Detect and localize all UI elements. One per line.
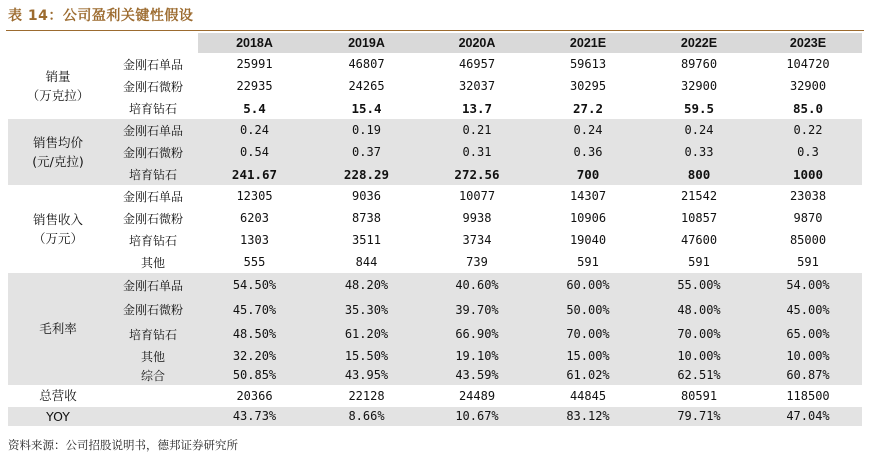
row-label: 金刚石单品 — [108, 273, 198, 298]
group-label: 销量 — [45, 69, 71, 84]
table-cell: 3511 — [311, 229, 422, 251]
column-header: 2023E — [754, 33, 862, 53]
row-label: 培育钻石 — [108, 322, 198, 347]
table-cell: 19.10% — [422, 347, 532, 366]
column-header: 2018A — [198, 33, 311, 53]
table-cell: 10.00% — [754, 347, 862, 366]
table-cell: 0.3 — [754, 141, 862, 163]
table-cell: 61.02% — [532, 366, 644, 385]
group-label: （万元） — [32, 231, 83, 246]
table-cell: 79.71% — [644, 407, 754, 426]
table-cell: 65.00% — [754, 322, 862, 347]
table-cell: 739 — [422, 251, 532, 273]
table-cell: 32.20% — [198, 347, 311, 366]
table-cell: 48.20% — [311, 273, 422, 298]
table-title: 表 14：公司盈利关键性假设 — [8, 8, 194, 24]
table-cell: 23038 — [754, 185, 862, 207]
table-row — [8, 53, 862, 75]
table-row — [8, 347, 862, 366]
table-cell: 0.21 — [422, 119, 532, 141]
table-cell: 5.4 — [198, 97, 311, 119]
table-cell: 591 — [532, 251, 644, 273]
table-cell: 24489 — [422, 385, 532, 407]
table-cell: 800 — [644, 163, 754, 185]
table-row — [8, 119, 862, 141]
table-cell: 24265 — [311, 75, 422, 97]
table-cell: 30295 — [532, 75, 644, 97]
group-gross-margin — [8, 273, 108, 385]
group-sales-volume — [8, 53, 108, 119]
table-cell: 43.95% — [311, 366, 422, 385]
table-cell: 46957 — [422, 53, 532, 75]
table-cell: 0.37 — [311, 141, 422, 163]
header-blank — [8, 33, 198, 53]
table-cell: 0.33 — [644, 141, 754, 163]
table-row — [8, 251, 862, 273]
table-cell: 19040 — [532, 229, 644, 251]
table-cell: 60.00% — [532, 273, 644, 298]
table-cell: 591 — [754, 251, 862, 273]
table-cell: 62.51% — [644, 366, 754, 385]
table-cell: 54.50% — [198, 273, 311, 298]
table-cell: 27.2 — [532, 97, 644, 119]
group-avg-price — [8, 119, 108, 185]
table-cell: 43.59% — [422, 366, 532, 385]
table-cell: 8.66% — [311, 407, 422, 426]
table-cell: 15.00% — [532, 347, 644, 366]
table-cell: 39.70% — [422, 298, 532, 323]
table-cell: 43.73% — [198, 407, 311, 426]
column-header: 2021E — [532, 33, 644, 53]
table-cell: 85.0 — [754, 97, 862, 119]
table-cell: 89760 — [644, 53, 754, 75]
table-cell: 0.36 — [532, 141, 644, 163]
total-revenue-label: 总营收 — [8, 385, 108, 407]
table-cell: 0.31 — [422, 141, 532, 163]
table-row — [8, 273, 862, 298]
table-cell: 15.50% — [311, 347, 422, 366]
title-divider — [6, 30, 864, 31]
table-cell: 46807 — [311, 53, 422, 75]
table-cell — [108, 407, 198, 426]
table-cell: 9870 — [754, 207, 862, 229]
table-cell: 241.67 — [198, 163, 311, 185]
table-cell: 0.24 — [198, 119, 311, 141]
group-label: （万克拉） — [26, 88, 90, 103]
header-row — [8, 33, 862, 53]
group-label: 毛利率 — [39, 321, 77, 337]
table-cell: 44845 — [532, 385, 644, 407]
table-cell: 45.00% — [754, 298, 862, 323]
table-cell: 20366 — [198, 385, 311, 407]
table-cell: 0.19 — [311, 119, 422, 141]
row-label: 培育钻石 — [108, 229, 198, 251]
table-cell: 32037 — [422, 75, 532, 97]
table-cell: 8738 — [311, 207, 422, 229]
table-cell: 60.87% — [754, 366, 862, 385]
table-cell: 591 — [644, 251, 754, 273]
table-cell: 48.50% — [198, 322, 311, 347]
table-cell: 15.4 — [311, 97, 422, 119]
group-label: 销售均价 — [32, 135, 83, 150]
table-cell: 10.67% — [422, 407, 532, 426]
table-cell: 21542 — [644, 185, 754, 207]
table-cell: 47600 — [644, 229, 754, 251]
table-row — [8, 407, 862, 426]
table-cell: 118500 — [754, 385, 862, 407]
table-cell: 0.54 — [198, 141, 311, 163]
column-header: 2019A — [311, 33, 422, 53]
table-cell: 59613 — [532, 53, 644, 75]
table-cell: 1303 — [198, 229, 311, 251]
row-label: 金刚石微粉 — [108, 298, 198, 323]
row-label: 金刚石微粉 — [108, 75, 198, 97]
table-cell: 10906 — [532, 207, 644, 229]
table-cell: 844 — [311, 251, 422, 273]
table-row — [8, 207, 862, 229]
table-cell: 22935 — [198, 75, 311, 97]
row-label: 金刚石微粉 — [108, 207, 198, 229]
table-cell: 54.00% — [754, 273, 862, 298]
table-cell: 0.22 — [754, 119, 862, 141]
table-cell: 1000 — [754, 163, 862, 185]
table-cell: 700 — [532, 163, 644, 185]
table-cell: 47.04% — [754, 407, 862, 426]
row-label-empty — [108, 385, 198, 407]
table-row — [8, 366, 862, 385]
row-label: 培育钻石 — [108, 97, 198, 119]
table-cell: 45.70% — [198, 298, 311, 323]
table-cell: 85000 — [754, 229, 862, 251]
table-cell: 13.7 — [422, 97, 532, 119]
table-cell: 104720 — [754, 53, 862, 75]
table-cell: 10.00% — [644, 347, 754, 366]
group-label: 销售收入 — [32, 212, 83, 227]
table-cell: 14307 — [532, 185, 644, 207]
table-cell: 50.85% — [198, 366, 311, 385]
table-cell: 70.00% — [532, 322, 644, 347]
table-cell: 40.60% — [422, 273, 532, 298]
table-cell: 9036 — [311, 185, 422, 207]
assumptions-table — [8, 33, 862, 426]
table-cell: 70.00% — [644, 322, 754, 347]
table-cell: 10077 — [422, 185, 532, 207]
row-label: 培育钻石 — [108, 163, 198, 185]
table-row — [8, 163, 862, 185]
table-row — [8, 185, 862, 207]
source-note: 资料来源：公司招股说明书，德邦证券研究所 — [8, 438, 238, 452]
row-label: 金刚石单品 — [108, 185, 198, 207]
table-cell: 50.00% — [532, 298, 644, 323]
table-row — [8, 385, 862, 407]
table-cell: 0.24 — [532, 119, 644, 141]
group-label: (元/克拉) — [32, 154, 84, 169]
table-cell: 83.12% — [532, 407, 644, 426]
table-row — [8, 298, 862, 323]
column-header: 2020A — [422, 33, 532, 53]
table-cell: 55.00% — [644, 273, 754, 298]
row-label: 金刚石单品 — [108, 53, 198, 75]
table-cell: 3734 — [422, 229, 532, 251]
table-cell: 228.29 — [311, 163, 422, 185]
column-header: 2022E — [644, 33, 754, 53]
table-cell: 12305 — [198, 185, 311, 207]
row-label: 金刚石单品 — [108, 119, 198, 141]
row-label: 其他 — [108, 251, 198, 273]
table-cell: 35.30% — [311, 298, 422, 323]
table-cell: 32900 — [644, 75, 754, 97]
table-cell: 272.56 — [422, 163, 532, 185]
table-cell: 48.00% — [644, 298, 754, 323]
table-cell: 9938 — [422, 207, 532, 229]
table-row — [8, 229, 862, 251]
table-row — [8, 75, 862, 97]
table-cell: 59.5 — [644, 97, 754, 119]
table-cell: 0.24 — [644, 119, 754, 141]
group-revenue — [8, 185, 108, 273]
table-cell: 80591 — [644, 385, 754, 407]
table-row — [8, 141, 862, 163]
table-cell: 555 — [198, 251, 311, 273]
row-label: 综合 — [108, 366, 198, 385]
row-label: 其他 — [108, 347, 198, 366]
table-cell: 32900 — [754, 75, 862, 97]
table-cell: 10857 — [644, 207, 754, 229]
table-row — [8, 322, 862, 347]
table-cell: 6203 — [198, 207, 311, 229]
row-label: 金刚石微粉 — [108, 141, 198, 163]
table-cell: 66.90% — [422, 322, 532, 347]
table-row — [8, 97, 862, 119]
yoy-label: YOY — [8, 407, 108, 426]
table-cell: 25991 — [198, 53, 311, 75]
table-cell: 61.20% — [311, 322, 422, 347]
table-cell: 22128 — [311, 385, 422, 407]
